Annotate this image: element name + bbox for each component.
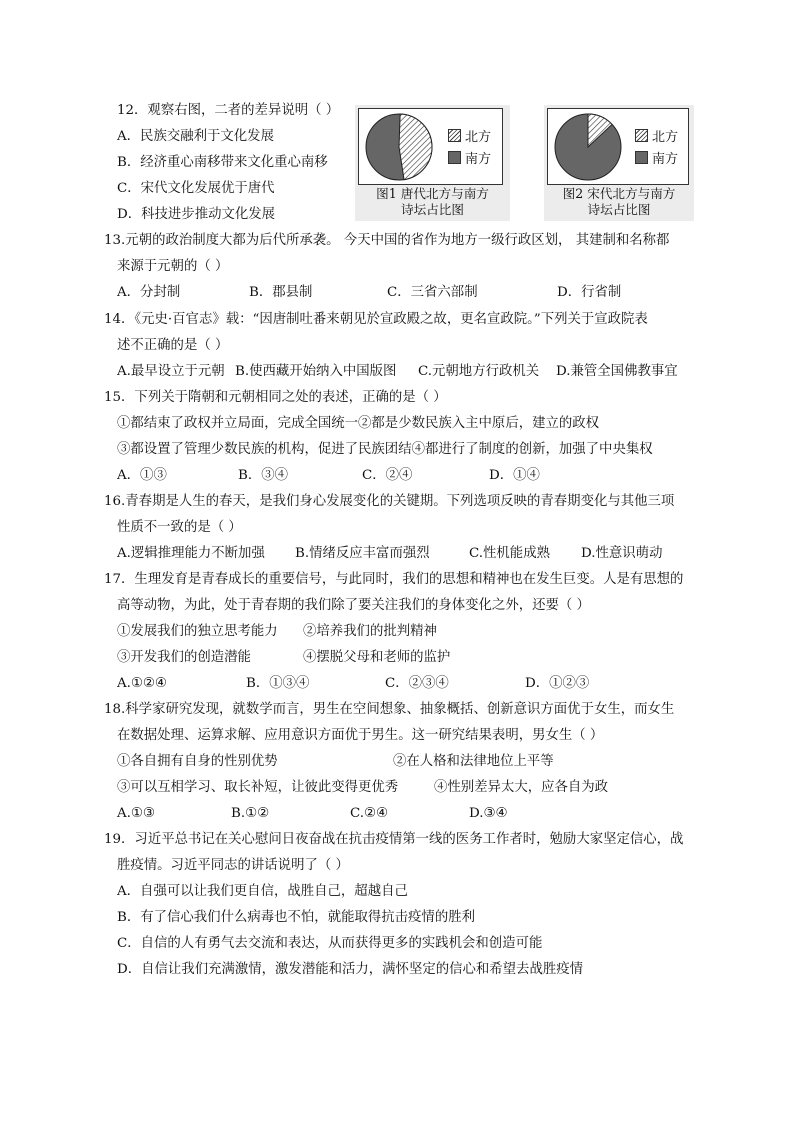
pie-slice-north	[399, 114, 432, 180]
q17-option-b: B．①③④	[246, 676, 310, 691]
figure-1-pie	[364, 112, 434, 182]
q16-option-c: C.性机能成熟	[469, 546, 550, 561]
q16-option-b: B.情绪反应丰富而强烈	[295, 546, 430, 561]
q19-option-d: D．自信让我们充满激情，激发潜能和活力，满怀坚定的信心和希望去战胜疫情	[117, 962, 584, 977]
legend-north-label: 北方	[465, 130, 492, 145]
figure-1-caption-line-2: 诗坛占比图	[401, 202, 464, 217]
figure-2-pie	[553, 112, 623, 182]
q14-option-b: B.使西藏开始纳入中国版图	[235, 364, 397, 379]
q14-stem-line-1: 14．《元史·百官志》载：“因唐制吐番来朝见於宣政殿之故，更名宣政院。”下列关于宣政院表	[104, 312, 648, 327]
figure-2-caption-line-2: 诗坛占比图	[587, 202, 651, 217]
figure-2-song-poetry-share	[544, 105, 694, 221]
q18-statement-1: ①各自拥有自身的性别优势	[117, 754, 278, 769]
q18-option-c: C.②④	[350, 806, 389, 821]
q16-option-d: D.性意识萌动	[581, 546, 663, 561]
q14-option-d: D.兼管全国佛教事宜	[556, 364, 678, 379]
q16-stem-line-2: 性质不一致的是（ ）	[117, 520, 242, 535]
q19-stem-line-1: 19．习近平总书记在关心慰问日夜奋战在抗击疫情第一线的医务工作者时，勉励大家坚定信心，战	[104, 832, 684, 847]
q18-option-b: B.①②	[231, 806, 270, 821]
legend-north-label: 北方	[652, 130, 679, 145]
legend-south	[448, 151, 491, 168]
q19-stem-line-2: 胜疫情。习近平同志的讲话说明了（ ）	[117, 858, 349, 873]
legend-south-label: 南方	[652, 152, 679, 167]
q15-statement-line-2: ③都设置了管理少数民族的机构，促进了民族团结④都进行了制度的创新，加强了中央集权	[117, 442, 653, 457]
q18-option-d: D.③④	[469, 806, 508, 821]
q18-stem-line-2: 在数据处理、运算求解、应用意识方面优于男生。这一研究结果表明，男女生（ ）	[117, 728, 604, 743]
solid-swatch-icon	[448, 151, 461, 164]
figure-2-frame	[547, 108, 689, 185]
figure-1-caption-line-1: 图1 唐代北方与南方	[376, 186, 489, 201]
q17-statement-4: ④摆脱父母和老师的监护	[303, 650, 451, 665]
q14-option-a: A.最早设立于元朝	[117, 364, 225, 379]
q13-option-b: B．郡县制	[249, 285, 313, 300]
q17-statement-2: ②培养我们的批判精神	[303, 624, 437, 639]
q17-stem-line-1: 17．生理发育是青春成长的重要信号，与此同时，我们的思想和精神也在发生巨变。人是有思想的	[104, 572, 684, 587]
hatch-swatch-icon	[635, 129, 648, 142]
q19-option-c: C．自信的人有勇气去交流和表达，从而获得更多的实践机会和创造可能	[117, 936, 543, 951]
q14-option-c: C.元朝地方行政机关	[418, 364, 540, 379]
q17-statement-1: ①发展我们的独立思考能力	[117, 624, 278, 639]
figure-1-frame	[358, 108, 503, 185]
q15-option-b: B．③④	[238, 468, 289, 483]
q15-option-c: C．②④	[362, 468, 413, 483]
q17-option-c: C．②③④	[385, 676, 449, 691]
q13-option-d: D．行省制	[557, 285, 622, 300]
q17-stem-line-2: 高等动物，为此，处于青春期的我们除了要关注我们的身体变化之外，还要（ ）	[117, 598, 590, 613]
q15-stem: 15．下列关于隋朝和元朝相同之处的表述，正确的是（ ）	[104, 390, 447, 405]
q13-option-c: C．三省六部制	[387, 285, 478, 300]
q18-statement-2: ②在人格和法律地位上平等	[393, 754, 554, 769]
q17-option-d: D．①②③	[525, 676, 590, 691]
q12-option-b: B．经济重心南移带来文化重心南移	[117, 155, 328, 170]
hatch-swatch-icon	[448, 129, 461, 142]
legend-north	[448, 129, 491, 146]
q17-option-a: A.①②④	[117, 676, 167, 691]
q15-option-a: A．①③	[117, 468, 167, 483]
legend-north	[635, 129, 678, 146]
solid-swatch-icon	[635, 151, 648, 164]
q16-option-a: A.逻辑推理能力不断加强	[117, 546, 265, 561]
q18-statement-4: ④性别差异太大，应各自为政	[434, 780, 609, 795]
figure-1-tang-poetry-share	[355, 105, 510, 221]
figure-2-caption-line-1: 图2 宋代北方与南方	[562, 186, 676, 201]
q14-stem-line-2: 述不正确的是（ ）	[117, 338, 229, 353]
legend-south-label: 南方	[465, 152, 492, 167]
q12-stem: 12．观察右图，二者的差异说明（ ）	[117, 103, 340, 118]
q19-option-b: B．有了信心我们什么病毒也不怕，就能取得抗击疫情的胜利	[117, 910, 475, 925]
legend-south	[635, 151, 678, 168]
q13-stem-line-1: 13.元朝的政治制度大都为后代所承袭。 今天中国的省作为地方一级行政区划， 其建制和名称都	[104, 233, 670, 248]
q12-option-c: C．宋代文化发展优于唐代	[117, 181, 275, 196]
q15-statement-line-1: ①都结束了政权并立局面，完成全国统一②都是少数民族入主中原后，建立的政权	[117, 416, 600, 431]
q12-option-d: D．科技进步推动文化发展	[117, 207, 276, 222]
q18-statement-3: ③可以互相学习、取长补短，让彼此变得更优秀	[117, 780, 399, 795]
q17-statement-3: ③开发我们的创造潜能	[117, 650, 251, 665]
q19-option-a: A．自强可以让我们更自信，战胜自己，超越自己	[117, 884, 408, 899]
q12-option-a: A．民族交融利于文化发展	[117, 129, 274, 144]
q13-option-a: A．分封制	[117, 285, 181, 300]
q18-option-a: A.①③	[117, 806, 155, 821]
q16-stem-line-1: 16.青春期是人生的春天，是我们身心发展变化的关键期。下列选项反映的青春期变化与其他三项	[104, 494, 675, 509]
q13-stem-line-2: 来源于元朝的（ ）	[117, 259, 229, 274]
q15-option-d: D．①④	[489, 468, 540, 483]
q18-stem-line-1: 18.科学家研究发现，就数学而言，男生在空间想象、抽象概括、创新意识方面优于女生，而女生	[104, 702, 675, 717]
